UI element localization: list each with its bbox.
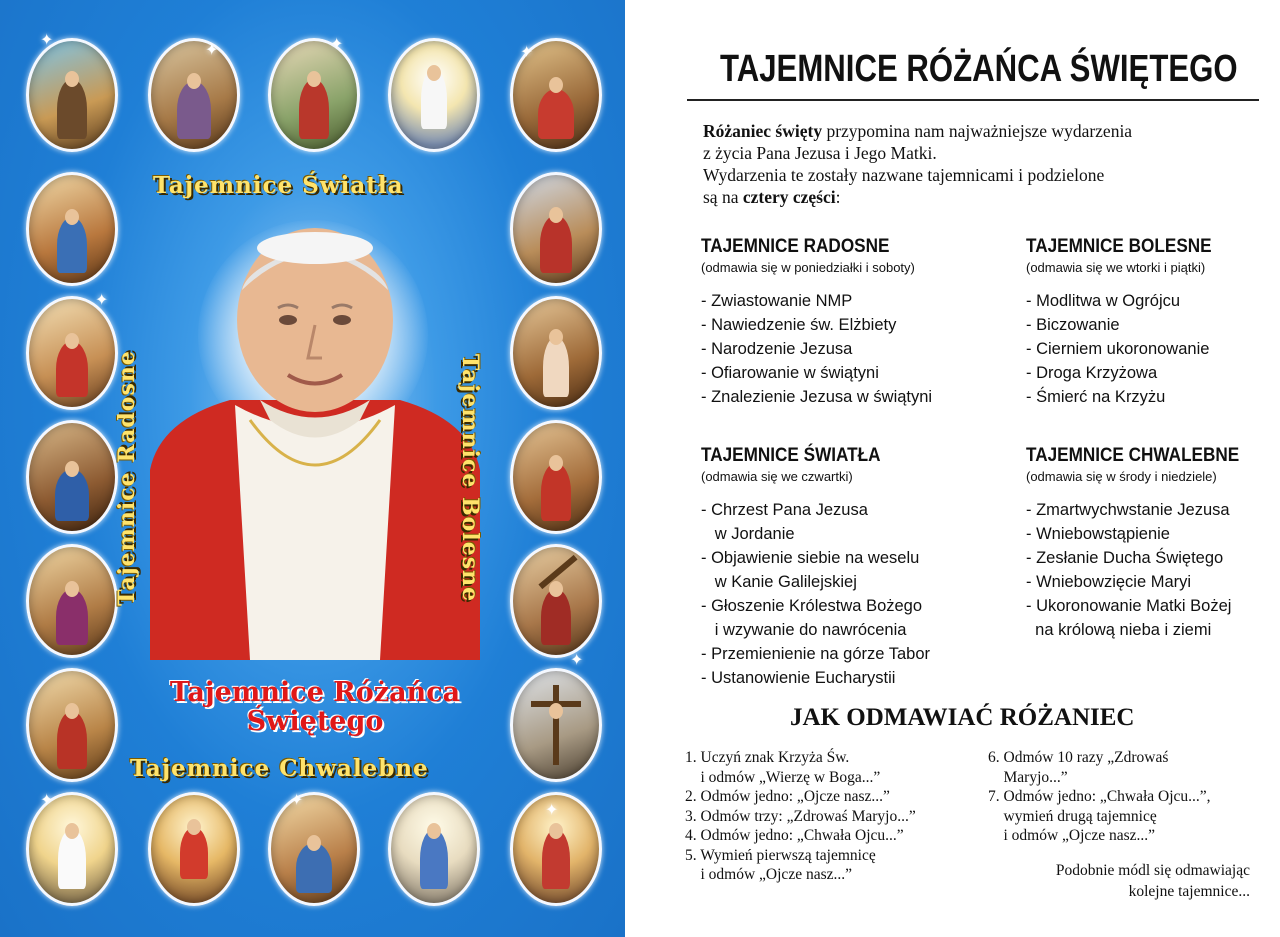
list-item: - Ofiarowanie w świątyni [701, 364, 879, 382]
list-item: - Śmierć na Krzyżu [1026, 388, 1166, 406]
section-subtitle: (odmawia się we czwartki) [701, 469, 853, 484]
steps-left [685, 748, 916, 885]
holy-card-front [0, 0, 625, 937]
card-title-bolesne: Tajemnice Bolesne [457, 353, 483, 603]
mystery-oval-nativity [26, 420, 118, 534]
list-item: - Nawiedzenie św. Elżbiety [701, 316, 897, 334]
list-item: - Znalezienie Jezusa w świątyni [701, 388, 933, 406]
list-item: - Chrzest Pana Jezusa [701, 501, 868, 519]
mystery-oval-way-of-cross [510, 544, 602, 658]
list-item: - Objawienie siebie na weselu [701, 549, 920, 567]
list-item: - Głoszenie Królestwa Bożego [701, 597, 923, 615]
page-title: TAJEMNICE RÓŻAŃCA ŚWIĘTEGO [720, 48, 1238, 90]
intro-text-4: są na [703, 187, 743, 207]
mystery-oval-crucifixion [510, 668, 602, 782]
list-item: - Przemienienie na górze Tabor [701, 645, 930, 663]
intro-paragraph [703, 120, 1243, 208]
section-title: TAJEMNICE BOLESNE [1026, 235, 1212, 257]
step-item: wymień drugą tajemnicę [988, 807, 1157, 825]
mystery-list [1026, 289, 1237, 409]
sparkle-decoration: ✦ [570, 652, 584, 669]
card-title-rozanca-line2: Świętego [246, 706, 384, 737]
mystery-oval-ascension [148, 792, 240, 906]
step-item: i odmów „Ojcze nasz...” [988, 827, 1155, 844]
step-item: 2. Odmów jedno: „Ojcze nasz...” [685, 788, 890, 805]
mystery-list [701, 289, 932, 409]
list-item: - Ukoronowanie Matki Bożej [1026, 597, 1232, 615]
section-bolesne [1026, 235, 1237, 409]
mystery-oval-transfiguration [388, 38, 480, 152]
list-item: - Cierniem ukoronowanie [1026, 340, 1210, 358]
section-radosne [701, 235, 932, 409]
section-subtitle: (odmawia się w poniedziałki i soboty) [701, 260, 915, 275]
closing-line-2: kolejne tajemnice... [1128, 883, 1250, 900]
list-item: - Biczowanie [1026, 316, 1120, 334]
intro-bold-rozaniec: Różaniec święty [703, 121, 823, 141]
mystery-list [701, 498, 930, 690]
list-item: - Wniebowstąpienie [1026, 525, 1170, 543]
mystery-oval-preaching [268, 38, 360, 152]
sparkle-decoration: ✦ [95, 292, 109, 309]
mystery-oval-finding [26, 668, 118, 782]
intro-text-4-end: : [835, 187, 841, 207]
closing-line-1: Podobnie módl się odmawiając [1055, 862, 1250, 879]
list-item: - Droga Krzyżowa [1026, 364, 1158, 382]
mystery-oval-pentecost [268, 792, 360, 906]
section-chwalebne [1026, 444, 1268, 642]
step-item: 3. Odmów trzy: „Zdrowaś Maryjo...” [685, 807, 916, 825]
sparkle-decoration: ✦ [205, 42, 219, 59]
step-item: i odmów „Wierzę w Boga...” [685, 768, 881, 786]
intro-text-2: z życia Pana Jezusa i Jego Matki. [703, 143, 937, 163]
card-title-rozanca-line1: Tajemnice Różańca [169, 677, 461, 708]
sparkle-decoration: ✦ [40, 32, 54, 49]
holy-card-back [625, 0, 1280, 937]
mystery-oval-visitation [26, 296, 118, 410]
section-title: TAJEMNICE CHWALEBNE [1026, 444, 1240, 466]
section-subtitle: (odmawia się we wtorki i piątki) [1026, 260, 1206, 275]
mystery-oval-scourging [510, 296, 602, 410]
sparkle-decoration: ✦ [40, 792, 54, 809]
mystery-oval-cana [148, 38, 240, 152]
list-item: - Zwiastowanie NMP [701, 292, 853, 310]
step-item: 4. Odmów jedno: „Chwała Ojcu...” [685, 827, 904, 844]
card-title-chwalebne: Tajemnice Chwalebne [130, 755, 429, 782]
intro-bold-cztery: cztery części [742, 187, 836, 207]
list-item: na królową nieba i ziemi [1026, 621, 1212, 639]
pope-portrait [150, 220, 480, 660]
mystery-oval-annunciation [26, 172, 118, 286]
intro-text-3: Wydarzenia te zostały nazwane tajemnicami i podzielone [703, 165, 1105, 185]
list-item: - Ustanowienie Eucharystii [701, 669, 896, 687]
closing-note [990, 860, 1250, 902]
section-subtitle: (odmawia się w środy i niedziele) [1026, 469, 1217, 484]
sparkle-decoration: ✦ [545, 802, 559, 819]
list-item: - Zesłanie Ducha Świętego [1026, 549, 1224, 567]
sparkle-decoration: ✦ [290, 792, 304, 809]
list-item: - Modlitwa w Ogrójcu [1026, 292, 1181, 310]
step-item: 5. Wymień pierwszą tajemnicę [685, 846, 876, 864]
how-to-pray-title: JAK ODMAWIAĆ RÓŻANIEC [790, 704, 1135, 731]
mystery-oval-baptism [26, 38, 118, 152]
card-title-swiatla: Tajemnice Światła [153, 172, 404, 199]
step-item: 7. Odmów jedno: „Chwała Ojcu...”, [988, 788, 1211, 805]
title-divider [687, 99, 1259, 101]
mystery-oval-crowning [510, 420, 602, 534]
steps-right [988, 748, 1211, 846]
list-item: - Narodzenie Jezusa [701, 340, 853, 358]
mystery-oval-agony [510, 172, 602, 286]
mystery-oval-assumption [388, 792, 480, 906]
section-title: TAJEMNICE ŚWIATŁA [701, 444, 881, 466]
portrait-figure [150, 220, 480, 660]
step-item: Maryjo...” [988, 768, 1068, 786]
card-title-radosne: Tajemnice Radosne [114, 350, 140, 606]
section-swiatla [701, 444, 930, 690]
list-item: - Wniebowzięcie Maryi [1026, 573, 1192, 591]
step-item: i odmów „Ojcze nasz...” [685, 866, 852, 883]
mystery-list [1026, 498, 1268, 642]
list-item: w Kanie Galilejskiej [701, 573, 857, 591]
step-item: 1. Uczyń znak Krzyża Św. [685, 749, 850, 766]
list-item: w Jordanie [701, 525, 795, 543]
section-title: TAJEMNICE RADOSNE [701, 235, 890, 257]
sparkle-decoration: ✦ [330, 36, 344, 53]
mystery-oval-presentation [26, 544, 118, 658]
card-title-rozanca [150, 678, 480, 736]
sparkle-decoration: ✦ [520, 44, 534, 61]
list-item: i wzywanie do nawrócenia [701, 621, 907, 639]
list-item: - Zmartwychwstanie Jezusa [1026, 501, 1230, 519]
step-item: 6. Odmów 10 razy „Zdrowaś [988, 749, 1169, 766]
intro-text-1: przypomina nam najważniejsze wydarzenia [822, 121, 1133, 141]
